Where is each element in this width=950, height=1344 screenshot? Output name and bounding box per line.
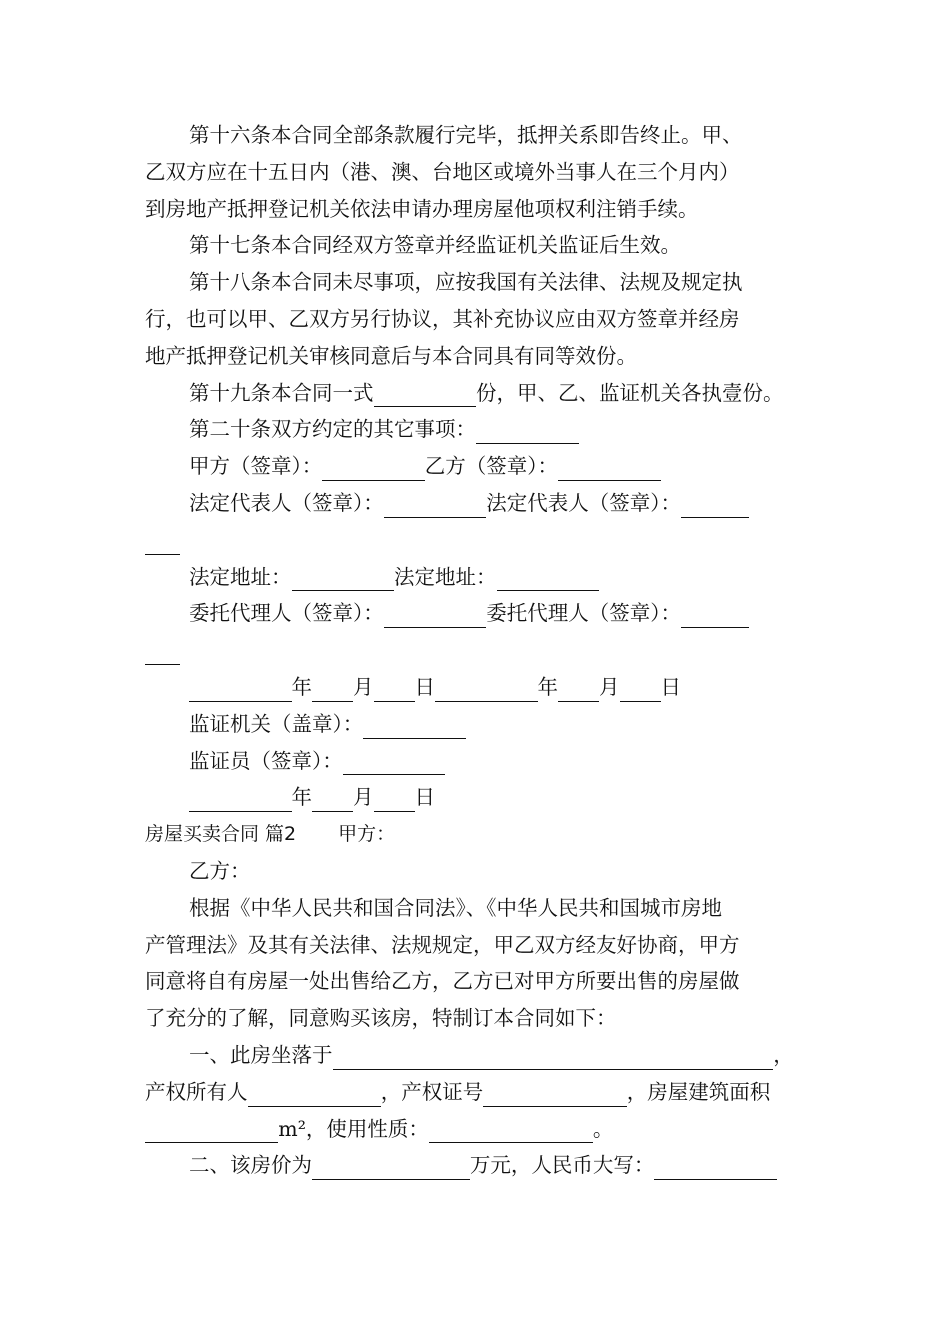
- fill-in-blank: [384, 604, 487, 629]
- document-line: [145, 1074, 815, 1111]
- document-line: [145, 301, 815, 338]
- document-line: [145, 559, 815, 596]
- document-body: [145, 117, 815, 1184]
- fill-in-blank: [374, 788, 415, 813]
- text-segment: 地产抵押登记机关审核同意后与本合同具有同等效份。: [145, 343, 637, 368]
- text-segment: 月: [353, 674, 374, 699]
- text-segment: 乙方（签章）：: [424, 454, 558, 479]
- text-segment: 根据《中华人民共和国合同法》、《中华人民共和国城市房地: [189, 895, 722, 920]
- document-line: [145, 890, 815, 927]
- text-segment: 月: [599, 674, 620, 699]
- document-line: [145, 154, 815, 191]
- fill-in-blank: [363, 714, 466, 739]
- text-segment: 到房地产抵押登记机关依法申请办理房屋他项权利注销手续。: [145, 196, 699, 221]
- text-segment: 了充分的了解，同意购买该房，特制订本合同如下：: [145, 1006, 617, 1031]
- document-line: [145, 411, 815, 448]
- text-segment: 法定地址：: [394, 564, 497, 589]
- document-line: [145, 632, 815, 669]
- fill-in-blank: [681, 604, 749, 629]
- document-line: [145, 522, 815, 559]
- fill-in-blank: [248, 1082, 381, 1107]
- fill-in-blank: [620, 677, 661, 702]
- text-segment: 第十九条本合同一式: [189, 380, 374, 405]
- fill-in-blank: [483, 1082, 627, 1107]
- fill-in-blank: [497, 567, 600, 592]
- text-segment: 日: [414, 785, 435, 810]
- text-segment: m²，使用性质：: [278, 1116, 429, 1141]
- document-line: [145, 227, 815, 264]
- text-segment: ，: [773, 1042, 794, 1067]
- document-line: [145, 669, 815, 706]
- document-line: [145, 448, 815, 485]
- text-segment: 同意将自有房屋一处出售给乙方，乙方已对甲方所要出售的房屋做: [145, 969, 740, 994]
- text-segment: 一、此房坐落于: [189, 1042, 333, 1067]
- text-segment: 第十六条本合同全部条款履行完毕，抵押关系即告终止。甲、: [189, 123, 743, 147]
- text-segment: 委托代理人（签章）：: [486, 601, 681, 626]
- text-segment: 法定代表人（签章）：: [189, 490, 384, 515]
- fill-in-blank: [476, 420, 579, 445]
- document-line: [145, 853, 815, 890]
- document-line: [145, 706, 815, 743]
- text-segment: 监证员（签章）：: [189, 748, 343, 773]
- text-segment: 份，甲、乙、监证机关各执壹份。: [476, 380, 784, 405]
- fill-in-blank: [681, 493, 749, 518]
- text-segment: 委托代理人（签章）：: [189, 601, 384, 626]
- document-line: [145, 743, 815, 780]
- fill-in-blank: [312, 677, 353, 702]
- fill-in-blank: [189, 788, 292, 813]
- document-line: [145, 1147, 815, 1184]
- fill-in-blank: [558, 456, 661, 481]
- section-heading: 房屋买卖合同 篇2: [145, 823, 297, 846]
- text-segment: 年: [537, 674, 558, 699]
- text-segment: 乙双方应在十五日内（港、澳、台地区或境外当事人在三个月内）: [145, 159, 740, 184]
- fill-in-blank: [333, 1045, 774, 1070]
- fill-in-blank: [145, 1119, 278, 1144]
- fill-in-blank: [312, 788, 353, 813]
- document-line: [145, 117, 815, 154]
- document-line: [145, 963, 815, 1000]
- document-line: [145, 1111, 815, 1148]
- text-segment: 第十七条本合同经双方签章并经监证机关监证后生效。: [189, 233, 681, 258]
- fill-in-blank: [145, 530, 180, 555]
- fill-in-blank: [429, 1119, 593, 1144]
- text-segment: 第二十条双方约定的其它事项：: [189, 417, 476, 442]
- text-segment: 第十八条本合同未尽事项，应按我国有关法律、法规及规定执: [189, 270, 743, 295]
- fill-in-blank: [145, 640, 180, 665]
- fill-in-blank: [558, 677, 599, 702]
- text-segment: 产管理法》及其有关法律、法规规定，甲乙双方经友好协商，甲方: [145, 932, 740, 957]
- section-heading-line: [145, 816, 815, 853]
- text-segment: 乙方：: [189, 858, 251, 883]
- text-segment: ，产权证号: [380, 1079, 484, 1104]
- text-segment: 二、该房价为: [189, 1153, 312, 1178]
- text-segment: 法定地址：: [189, 564, 292, 589]
- document-line: [145, 595, 815, 632]
- document-line: [145, 338, 815, 375]
- fill-in-blank: [312, 1156, 470, 1181]
- fill-in-blank: [374, 677, 415, 702]
- text-segment: 甲方：: [338, 823, 396, 846]
- document-line: [145, 191, 815, 228]
- fill-in-blank: [343, 751, 446, 776]
- document-line: [145, 375, 815, 412]
- text-segment: 。: [592, 1116, 614, 1141]
- document-line: [145, 1000, 815, 1037]
- fill-in-blank: [384, 493, 487, 518]
- fill-in-blank: [292, 567, 395, 592]
- fill-in-blank: [189, 677, 292, 702]
- document-line: [145, 1037, 815, 1074]
- document-line: [145, 485, 815, 522]
- text-segment: 万元，人民币大写：: [469, 1153, 655, 1178]
- text-segment: 日: [414, 674, 435, 699]
- document-line: [145, 927, 815, 964]
- document-line: [145, 779, 815, 816]
- text-segment: 日: [660, 674, 681, 699]
- fill-in-blank: [322, 456, 425, 481]
- text-segment: 监证机关（盖章）：: [189, 711, 364, 736]
- text-segment: ，房屋建筑面积: [626, 1079, 771, 1104]
- text-segment: 行，也可以甲、乙双方另行协议，其补充协议应由双方签章并经房: [145, 306, 740, 331]
- fill-in-blank: [435, 677, 538, 702]
- text-segment: 法定代表人（签章）：: [486, 490, 681, 515]
- text-segment: 月: [353, 785, 374, 810]
- fill-in-blank: [374, 383, 477, 408]
- text-segment: 年: [291, 785, 312, 810]
- fill-in-blank: [654, 1156, 777, 1181]
- text-segment: 甲方（签章）：: [189, 454, 323, 479]
- document-line: [145, 264, 815, 301]
- text-segment: 年: [291, 674, 312, 699]
- text-segment: 产权所有人: [145, 1079, 248, 1104]
